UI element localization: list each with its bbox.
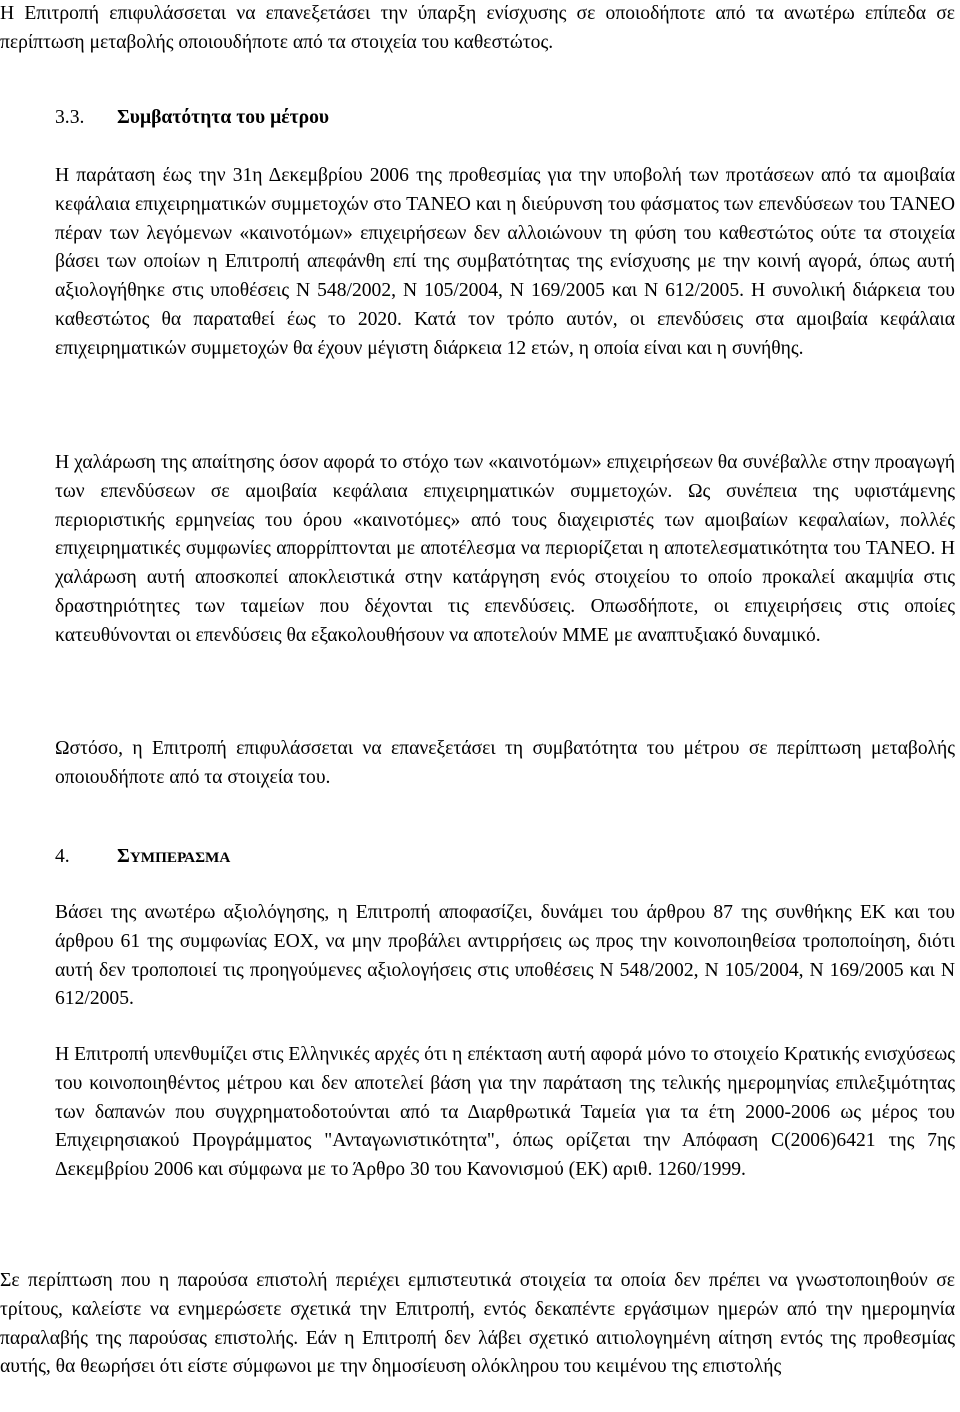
section-title bbox=[117, 843, 230, 873]
section-title-initial: Σ bbox=[117, 846, 130, 867]
section-title-rest: ΥΜΠΕΡΑΣΜΑ bbox=[129, 849, 231, 866]
conclusion-paragraph-1: Βάσει της ανωτέρω αξιολόγησης, η Επιτροπή αποφασίζει, δυνάμει του άρθρου 87 της συνθήκης ΕΚ και του άρθρου 61 της συμφωνίας ΕΟΧ, να μην προβάλει αντιρρήσεις ως προς την κοινοποιηθείσα τροποποίηση, διότι αυτή δεν τροποποιεί τις προηγούμενες αξιολογήσεις στις υποθέσεις N 548/2002, N 105/2004, N 169/2005 και N 612/2005. bbox=[55, 902, 955, 1010]
section-title: Συμβατότητα του μέτρου bbox=[117, 107, 330, 128]
compatibility-paragraph-1: Η παράταση έως την 31η Δεκεμβρίου 2006 της προθεσμίας για την υποβολή των προτάσεων από τα αμοιβαία κεφάλαια επιχειρηματικών συμμετοχών στο ΤΑΝΕΟ και η διεύρυνση του φάσματος των επενδύσεων του ΤΑΝΕΟ πέραν των λεγόμενων «καινοτόμων» επιχειρήσεων δεν αλλοιώνουν τη φύση του καθεστώτος ούτε τα στοιχεία βάσει των οποίων η Επιτροπή απεφάνθη επί της συμβατότητας της ενίσχυσης με την κοινή αγορά, όπως αυτή αξιολογήθηκε στις υποθέσεις N 548/2002, N 105/2004, N 169/2005 και N 612/2005. Η συνολική διάρκεια του καθεστώτος θα παραταθεί έως το 2020. Κατά τον τρόπο αυτόν, οι επενδύσεις στα αμοιβαία κεφάλαια επιχειρηματικών συμμετοχών θα έχουν μέγιστη διάρκεια 12 ετών, η οποία είναι και η συνήθης. bbox=[55, 165, 955, 359]
compatibility-paragraph-3: Ωστόσο, η Επιτροπή επιφυλάσσεται να επανεξετάσει τη συμβατότητα του μέτρου σε περίπτωση μεταβολής οποιουδήποτε από τα στοιχεία του. bbox=[55, 738, 955, 788]
section-number: 3.3. bbox=[55, 107, 85, 128]
section-3-3-heading bbox=[55, 104, 655, 133]
section-4-heading bbox=[55, 843, 655, 872]
section-number: 4. bbox=[55, 846, 70, 867]
closing-paragraph: Σε περίπτωση που η παρούσα επιστολή περιέχει εμπιστευτικά στοιχεία τα οποία δεν πρέπει να γνωστοποιηθούν σε τρίτους, καλείστε να ενημερώσετε σχετικά την Επιτροπή, εντός δεκαπέντε εργάσιμων ημερών από την ημερομηνία παραλαβής της παρούσας επιστολής. Εάν η Επιτροπή δεν λάβει σχετικό αιτιολογημένη αίτηση εντός της προθεσμίας αυτής, θα θεωρήσει ότι είστε σύμφωνοι με την δημοσίευση ολόκληρου του κειμένου της επιστολής bbox=[0, 1270, 955, 1378]
conclusion-paragraph-2: Η Επιτροπή υπενθυμίζει στις Ελληνικές αρχές ότι η επέκταση αυτή αφορά μόνο το στοιχείο Κρατικής ενισχύσεως του κοινοποιηθέντος μέτρου και δεν αποτελεί βάση για την παράταση της τελικής ημερομηνίας επιλεξιμότητας των δαπανών που συγχρηματοδοτούνται από τα Διαρθρωτικά Ταμεία για τα έτη 2000-2006 ως μέρος του Επιχειρησιακού Προγράμματος "Ανταγωνιστικότητα", όπως ορίζεται την Απόφαση C(2006)6421 της 7ης Δεκεμβρίου 2006 και σύμφωνα με το Άρθρο 30 του Κανονισμού (ΕΚ) αριθ. 1260/1999. bbox=[55, 1044, 955, 1181]
intro-paragraph: Η Επιτροπή επιφυλάσσεται να επανεξετάσει την ύπαρξη ενίσχυσης σε οποιοδήποτε από τα ανωτέρω επίπεδα σε περίπτωση μεταβολής οποιουδήποτε από τα στοιχεία του καθεστώτος. bbox=[0, 3, 955, 53]
compatibility-paragraph-2: Η χαλάρωση της απαίτησης όσον αφορά το στόχο των «καινοτόμων» επιχειρήσεων θα συνέβαλλε στην προαγωγή των επενδύσεων σε αμοιβαία κεφάλαια επιχειρηματικών συμμετοχών. Ως συνέπεια της υφιστάμενης περιοριστικής ερμηνείας του όρου «καινοτόμες» από τους διαχειριστές των αμοιβαίων κεφαλαίων, πολλές επιχειρηματικές συμφωνίες απορρίπτονται με αποτέλεσμα να περιορίζεται η αποτελεσματικότητα του ΤΑΝΕΟ. Η χαλάρωση αυτή αποσκοπεί αποκλειστικά στην κατάργηση ενός στοιχείου το οποίο προκαλεί ακαμψία στις δραστηριότητες των ταμείων που δέχονται τις επενδύσεις. Οπωσδήποτε, οι επιχειρήσεις στις οποίες κατευθύνονται οι επενδύσεις θα εξακολουθήσουν να αποτελούν ΜΜΕ με αναπτυξιακό δυναμικό. bbox=[55, 452, 955, 646]
